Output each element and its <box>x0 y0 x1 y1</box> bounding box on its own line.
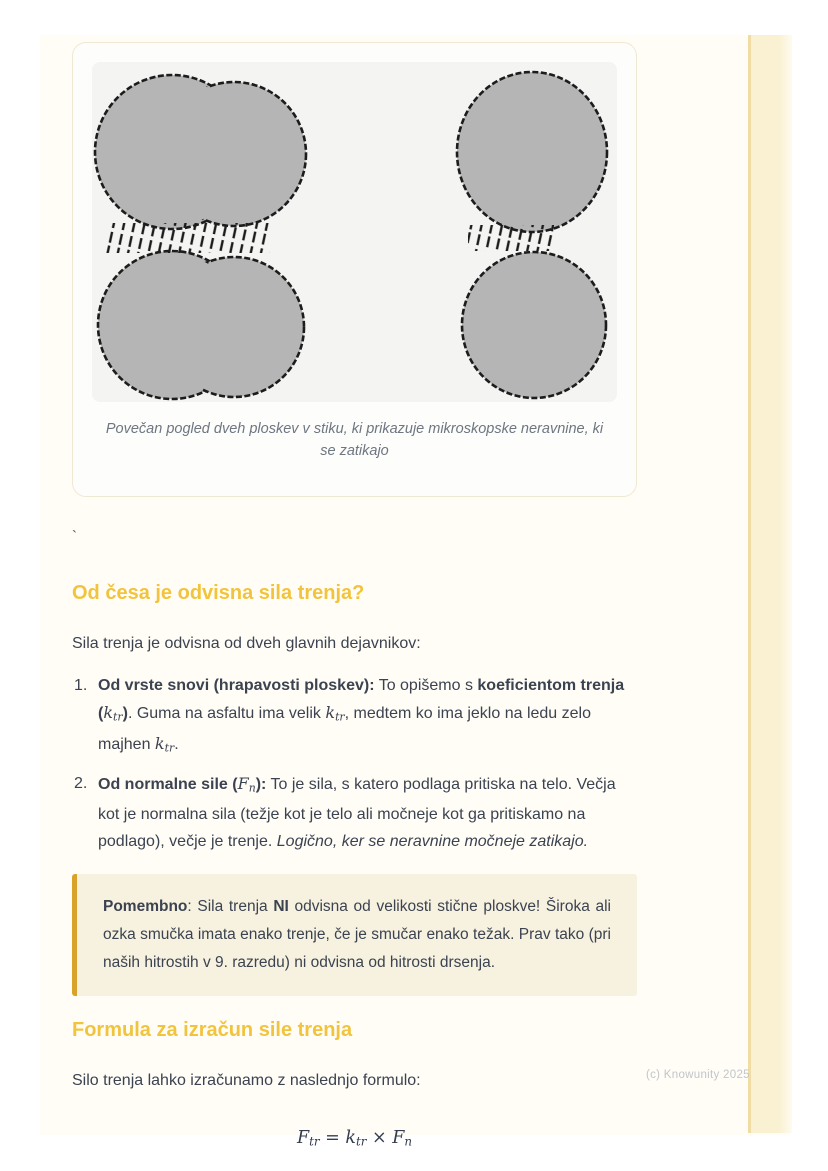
factors-list <box>72 672 637 855</box>
stray-backtick: ` <box>72 528 77 545</box>
formula-intro-paragraph: Silo trenja lahko izračunamo z naslednjo formulo: <box>72 1072 421 1090</box>
friction-formula: $F_{tr} = k_{tr} \times F_n$ <box>296 1128 413 1149</box>
figure-caption: Povečan pogled dveh ploskev v stiku, ki prikazuje mikroskopske neravnine, ki se zatikajo <box>105 421 604 459</box>
accent-strip <box>751 35 792 1133</box>
figure-card <box>72 42 637 497</box>
copyright-note: (c) Knowunity 2025 <box>646 1069 750 1081</box>
list-item-normal-force <box>72 770 637 855</box>
hatching-left <box>106 223 270 253</box>
list-number: 2. <box>74 774 88 792</box>
friction-figure-image <box>92 62 617 402</box>
content-area <box>40 35 790 1149</box>
list-number: 1. <box>74 677 88 694</box>
list-item-material <box>72 672 637 762</box>
callout-box <box>72 874 637 996</box>
callout-text: Pomembno: Sila trenja NI odvisna od velikosti stične ploskve! Široka ali ozka smučka imata enako trenje, če je smučar enako težak. Prav tako (pri naših hitrostih v 9. razredu) ni odvisna od hitrosti drsenja. <box>103 898 611 972</box>
section-heading-dependence: Od česa je odvisna sila trenja? <box>72 582 365 604</box>
list-item-text: Od normalne sile $(F_n)$: To je sila, s katero podlaga pritiska na telo. Večja kot je normalna sila (težje kot je telo ali močneje kot ga pritiskamo na podlago), večje je trenje. Logično, ker se neravnine močneje zatikajo. <box>98 773 616 851</box>
list-item-text: Od vrste snovi (hrapavosti ploskev): To opišemo s koeficientom trenja $(k_{tr})$. Guma na asfaltu ima velik $k_{tr}$, medtem ko ima jeklo na ledu zelo majhen $k_{tr}$. <box>98 677 625 755</box>
section-heading-formula: Formula za izračun sile trenja <box>72 1019 353 1042</box>
intro-paragraph: Sila trenja je odvisna od dveh glavnih dejavnikov: <box>72 635 421 652</box>
text-column <box>72 528 637 1154</box>
friction-surfaces-illustration <box>92 62 617 402</box>
hatching-right <box>468 225 554 251</box>
